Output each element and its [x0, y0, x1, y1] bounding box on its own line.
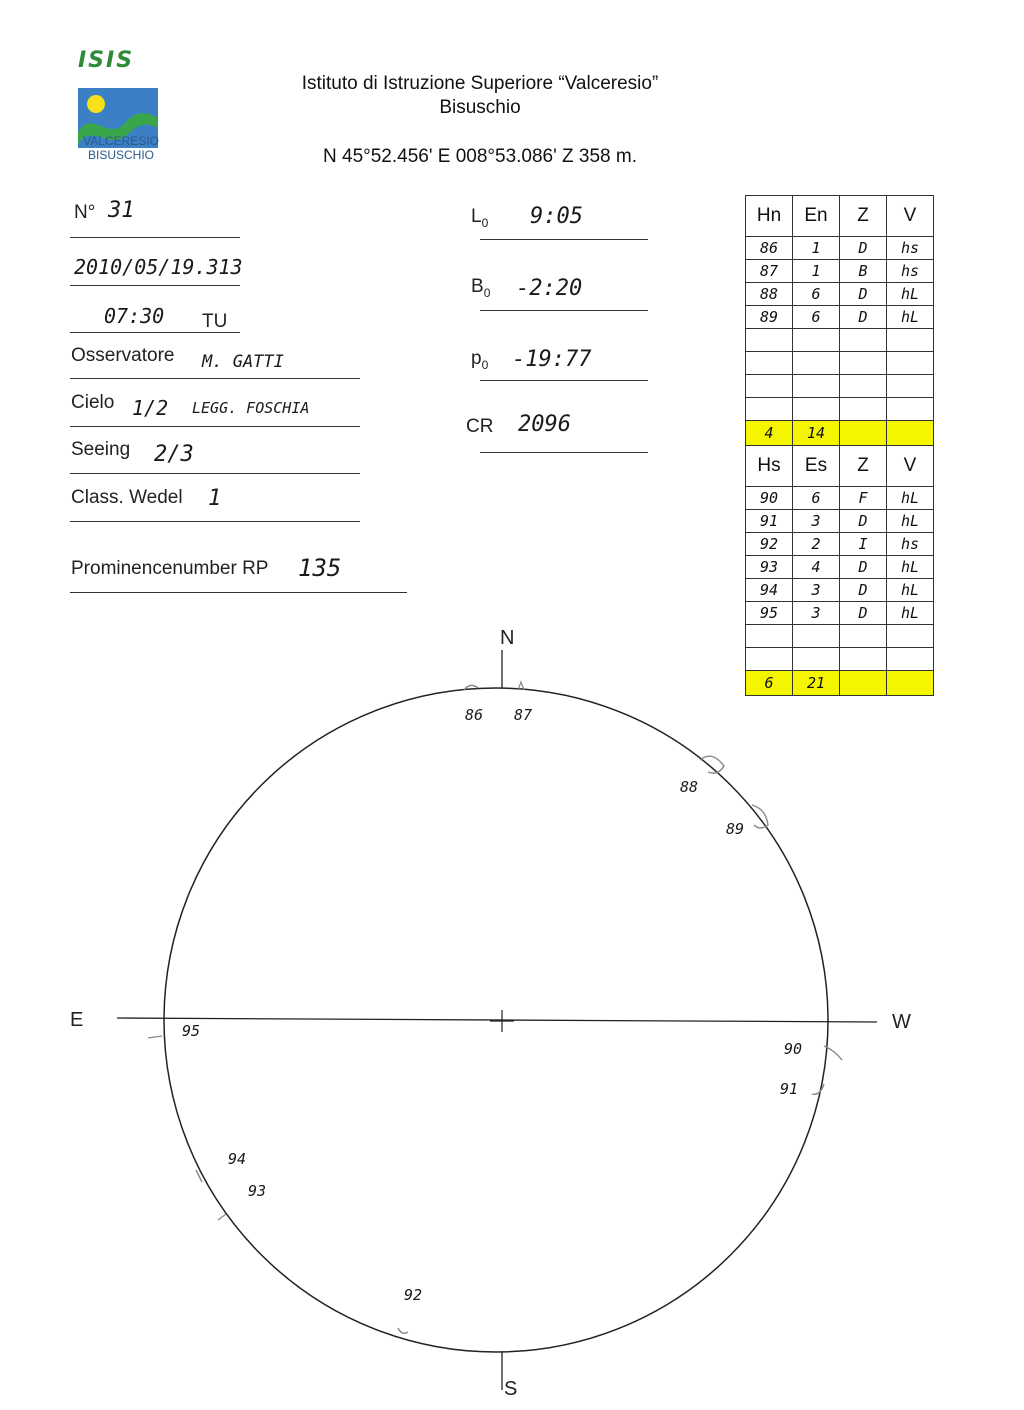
logo-brand: ISIS — [78, 48, 135, 73]
direction-north: N — [500, 627, 515, 649]
prominence-label: 92 — [404, 1286, 423, 1304]
table-cell: 1 — [793, 260, 840, 283]
table-cell: 91 — [746, 510, 793, 533]
direction-south: S — [504, 1378, 518, 1400]
seeing-value: 2/3 — [154, 442, 194, 467]
b0-value: -2:20 — [516, 276, 583, 301]
south-header-cell: Es — [793, 446, 840, 487]
table-cell: hL — [887, 556, 934, 579]
table-cell: 2 — [793, 533, 840, 556]
cr-value: 2096 — [518, 412, 571, 437]
table-cell: 3 — [793, 579, 840, 602]
p0-value: -19:77 — [512, 347, 592, 372]
observer-label: Osservatore — [71, 345, 175, 366]
seeing-label: Seeing — [71, 439, 131, 460]
table-row — [746, 556, 934, 579]
south-header-cell: V — [887, 446, 934, 487]
table-cell: 88 — [746, 283, 793, 306]
logo-line2: BISUSCHIO — [87, 148, 154, 162]
north-total-count: 4 — [746, 421, 793, 446]
logo-emblem — [78, 72, 158, 184]
school-logo — [76, 50, 166, 165]
table-cell: 4 — [793, 556, 840, 579]
prominence-sketch — [148, 1036, 162, 1038]
cr-label: CR — [466, 416, 494, 437]
prominence-label: 86 — [465, 706, 484, 724]
time-unit: TU — [202, 311, 228, 332]
prominence-label: 90 — [784, 1040, 803, 1058]
table-cell: D — [840, 510, 887, 533]
number-value: 31 — [108, 198, 135, 223]
empty-row — [746, 352, 934, 375]
l0-label: $L_0$ — [471, 206, 489, 230]
table-row — [746, 237, 934, 260]
rp-value: 135 — [298, 554, 342, 582]
table-cell: hL — [887, 602, 934, 625]
north-header-cell: Z — [840, 196, 887, 237]
p0-label: $p_0$ — [471, 348, 489, 372]
table-cell: hL — [887, 487, 934, 510]
prominence-sketch — [398, 1328, 408, 1333]
table-cell: 94 — [746, 579, 793, 602]
prominence-label: 87 — [514, 706, 533, 724]
table-cell: 90 — [746, 487, 793, 510]
rp-label: Prominencenumber RP — [71, 558, 269, 579]
table-row — [746, 487, 934, 510]
table-cell: 1 — [793, 237, 840, 260]
prominence-label: 93 — [248, 1182, 267, 1200]
table-cell: 6 — [793, 487, 840, 510]
prominence-label: 89 — [726, 820, 745, 838]
table-cell: 89 — [746, 306, 793, 329]
l0-value: 9:05 — [530, 204, 583, 229]
empty-row — [746, 329, 934, 352]
logo-line1: VALCERESIO — [83, 134, 159, 148]
table-cell: D — [840, 556, 887, 579]
north-header-row — [746, 196, 934, 237]
south-header-cell: Z — [840, 446, 887, 487]
direction-west: W — [892, 1011, 911, 1033]
table-cell: D — [840, 306, 887, 329]
sky-label: Cielo — [71, 392, 115, 413]
table-cell: 87 — [746, 260, 793, 283]
table-cell: hs — [887, 533, 934, 556]
table-cell: 86 — [746, 237, 793, 260]
institute-title: Istituto di Istruzione Superiore “Valceresio” — [301, 73, 659, 94]
table-cell: I — [840, 533, 887, 556]
north-header-cell: V — [887, 196, 934, 237]
table-cell: F — [840, 487, 887, 510]
wedel-label: Class. Wedel — [71, 487, 183, 508]
table-row — [746, 260, 934, 283]
wedel-value: 1 — [208, 486, 222, 511]
table-cell: hL — [887, 283, 934, 306]
table-row — [746, 306, 934, 329]
prominence-label: 95 — [182, 1022, 201, 1040]
table-cell: 6 — [793, 283, 840, 306]
north-header-cell: En — [793, 196, 840, 237]
institute-town: Bisuschio — [439, 97, 521, 118]
table-cell: hs — [887, 237, 934, 260]
north-total-row — [746, 421, 934, 446]
table-row — [746, 579, 934, 602]
number-label: N° — [74, 202, 96, 223]
north-header-cell: Hn — [746, 196, 793, 237]
table-cell: D — [840, 237, 887, 260]
direction-east: E — [70, 1009, 84, 1031]
table-cell: 3 — [793, 510, 840, 533]
observation-time: 07:30 — [104, 304, 165, 328]
table-cell: D — [840, 579, 887, 602]
table-cell: 6 — [793, 306, 840, 329]
table-cell: D — [840, 602, 887, 625]
empty-row — [746, 398, 934, 421]
south-total-count: 6 — [746, 671, 793, 696]
solar-disk-drawing — [0, 600, 1024, 1410]
table-row — [746, 533, 934, 556]
table-cell: hL — [887, 510, 934, 533]
observation-date: 2010/05/19.313 — [74, 255, 243, 279]
prominence-sketch — [218, 1214, 226, 1220]
prominence-label: 91 — [780, 1080, 799, 1098]
table-cell: 93 — [746, 556, 793, 579]
b0-label: $B_0$ — [471, 276, 491, 300]
prominence-label: 88 — [680, 778, 699, 796]
south-total-extent: 21 — [793, 671, 840, 696]
table-cell: hs — [887, 260, 934, 283]
table-cell: 95 — [746, 602, 793, 625]
prominence-sketch — [700, 756, 724, 773]
observer-value: M. GATTI — [202, 352, 284, 372]
north-total-extent: 14 — [793, 421, 840, 446]
prominence-label: 94 — [228, 1150, 247, 1168]
table-cell: hL — [887, 579, 934, 602]
south-header-row — [746, 446, 934, 487]
sky-value: 1/2 — [132, 396, 169, 420]
south-header-cell: Hs — [746, 446, 793, 487]
empty-row — [746, 375, 934, 398]
table-cell: B — [840, 260, 887, 283]
table-row — [746, 510, 934, 533]
prominence-sketch — [752, 805, 768, 828]
table-row — [746, 283, 934, 306]
table-cell: 92 — [746, 533, 793, 556]
table-cell: D — [840, 283, 887, 306]
observatory-coordinates: N 45°52.456' E 008°53.086' Z 358 m. — [323, 146, 637, 167]
table-cell: 3 — [793, 602, 840, 625]
sky-note: LEGG. FOSCHIA — [192, 399, 310, 417]
table-cell: hL — [887, 306, 934, 329]
